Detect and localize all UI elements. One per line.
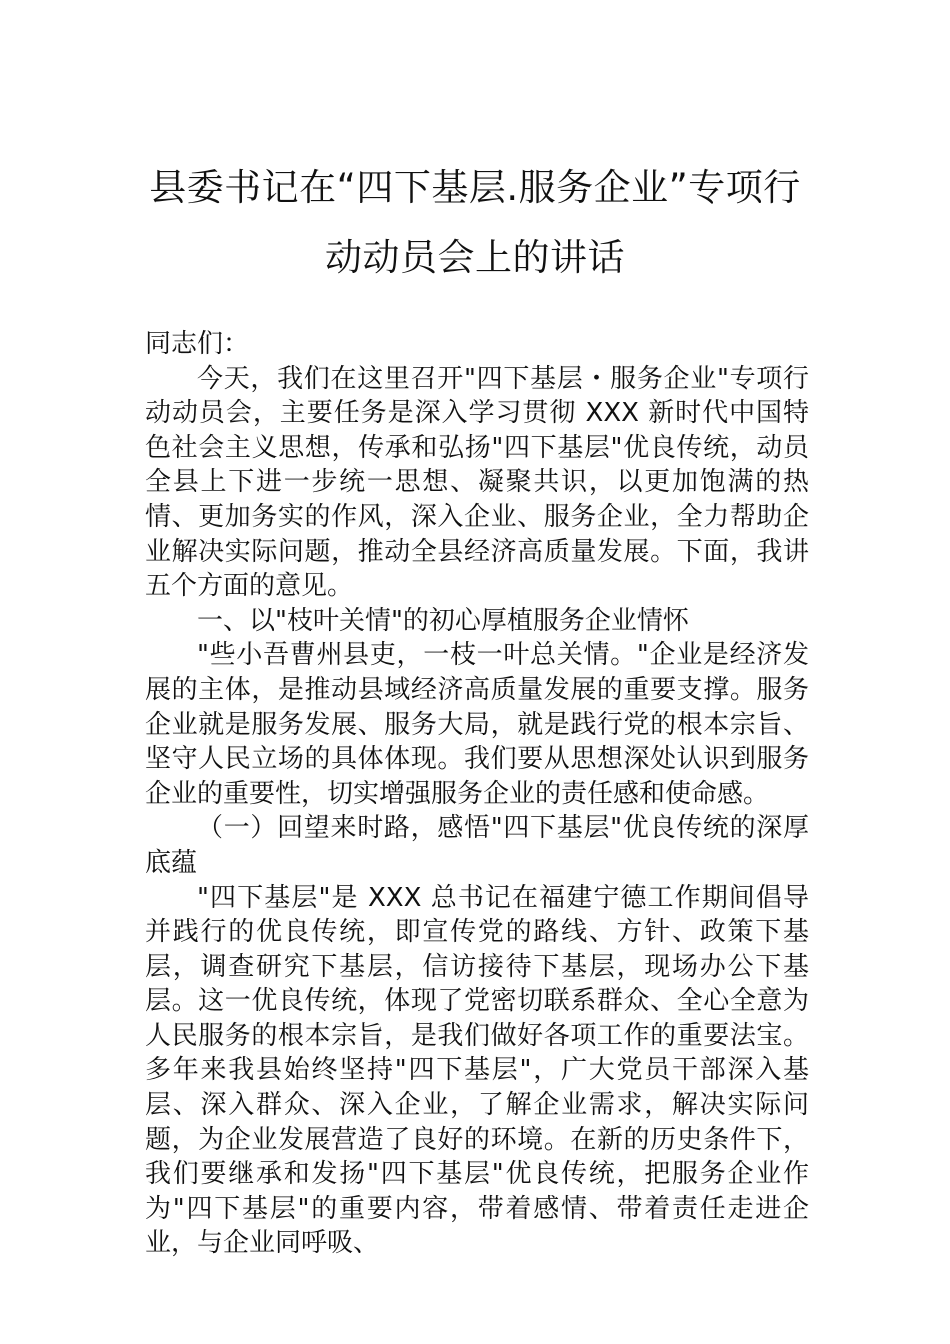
salutation: 同志们：: [145, 329, 250, 359]
document-title-line-1: 县委书记在“四下基层.服务企业”专项行: [149, 166, 801, 209]
section-heading: 一、以"枝叶关情"的初心厚植服务企业情怀: [197, 605, 689, 636]
document-body: [145, 327, 809, 1261]
subsection-heading: （一）回望来时路，感悟"四下基层"优良传统的深厚底蕴: [145, 813, 809, 878]
body-paragraph: "些小吾曹州县吏，一枝一叶总关情。"企业是经济发展的主体，是推动县域经济高质量发展的重要支撑。服务企业就是服务发展、服务大局，就是践行党的根本宗旨、坚守人民立场的具体体现。我们要从思想深处认识到服务企业的重要性，切实增强服务企业的责任感和使命感。: [145, 640, 809, 809]
document-title-line-2: 动动员会上的讲话: [325, 236, 625, 279]
body-paragraph: 今天，我们在这里召开"四下基层・服务企业"专项行动动员会，主要任务是深入学习贯彻 XXX 新时代中国特色社会主义思想，传承和弘扬"四下基层"优良传统，动员全县上下进一步统一思想、凝聚共识，以更加饱满的热情、更加务实的作风，深入企业、服务企业，全力帮助企业解决实际问题，推动全县经济高质量发展。下面，我讲五个方面的意见。: [145, 363, 809, 602]
body-paragraph: "四下基层"是 XXX 总书记在福建宁德工作期间倡导并践行的优良传统，即宣传党的路线、方针、政策下基层，调查研究下基层，信访接待下基层，现场办公下基层。这一优良传统，体现了党密切联系群众、全心全意为人民服务的根本宗旨，是我们做好各项工作的重要法宝。多年来我县始终坚持"四下基层"，广大党员干部深入基层、深入群众、深入企业，了解企业需求，解决实际问题，为企业发展营造了良好的环境。在新的历史条件下，我们要继承和发扬"四下基层"优良传统，把服务企业作为"四下基层"的重要内容，带着感情、带着责任走进企业，与企业同呼吸、: [145, 882, 809, 1259]
